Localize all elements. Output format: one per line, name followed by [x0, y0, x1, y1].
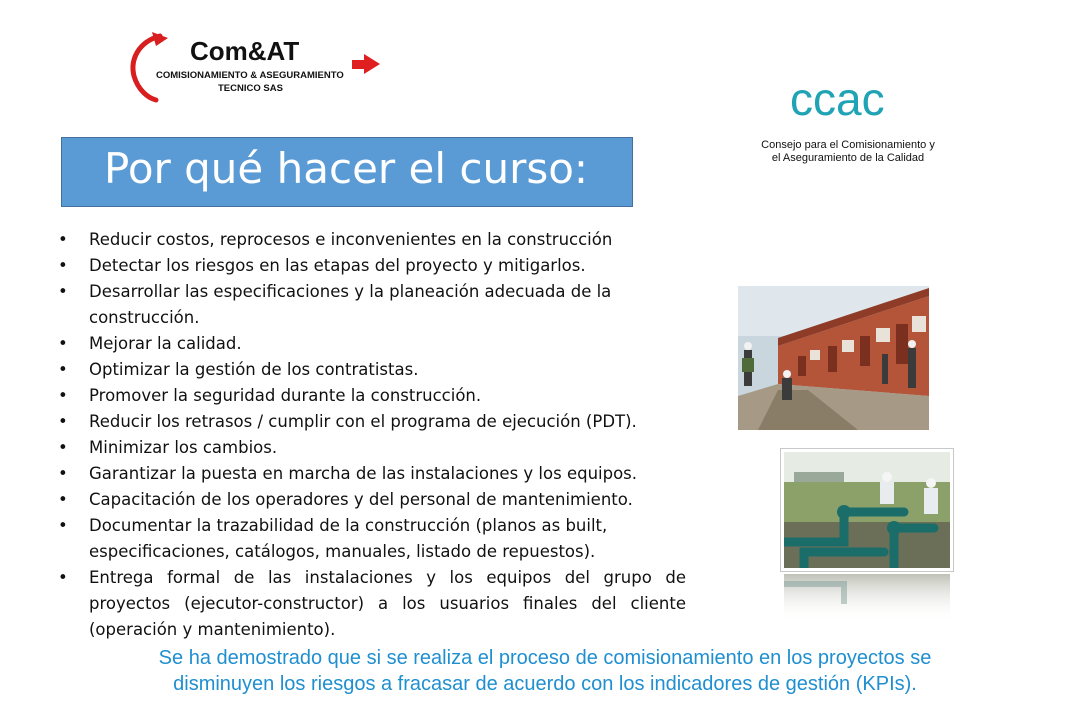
bullet-icon: • [58, 282, 68, 301]
footer-line-2: disminuyen los riesgos a fracasar de acuerdo con los indicadores de gestión (KPIs). [173, 673, 917, 695]
plant-photo [780, 448, 954, 572]
list-item: • Garantizar la puesta en marcha de las instalaciones y los equipos. [58, 461, 686, 487]
title-box [61, 137, 633, 207]
ccac-desc-line-1: Consejo para el Comisionamiento y [761, 139, 935, 151]
list-item: • Desarrollar las especificaciones y la planeación adecuada de la construcción. [58, 279, 686, 331]
list-item: • Entrega formal de las instalaciones y los equipos del grupo de proyectos (ejecutor-constructor) a los usuarios finales del cliente (operación y mantenimiento). [58, 565, 686, 643]
ccac-description [728, 139, 968, 165]
ccac-desc-line-2: el Aseguramiento de la Calidad [771, 152, 925, 164]
logo-subtitle-2: TECNICO SAS [218, 83, 283, 94]
list-item: • Minimizar los cambios. [58, 435, 686, 461]
list-item: • Mejorar la calidad. [58, 331, 686, 357]
list-item: • Reducir costos, reprocesos e inconvenientes en la construcción [58, 227, 686, 253]
logo-name: Com&AT [190, 36, 300, 66]
list-item: • Reducir los retrasos / cumplir con el programa de ejecución (PDT). [58, 409, 686, 435]
bullet-icon: • [58, 412, 68, 431]
footer-line-1: Se ha demostrado que si se realiza el proceso de comisionamiento en los proyectos se [158, 647, 932, 669]
logo-subtitle-1: COMISIONAMIENTO & ASEGURAMIENTO [156, 70, 344, 81]
footer-statement [40, 645, 1050, 697]
comat-logo [128, 30, 388, 104]
ccac-logo-word: ccac [790, 73, 885, 125]
bullet-icon: • [58, 438, 68, 457]
bullet-icon: • [58, 568, 68, 587]
bullet-icon: • [58, 464, 68, 483]
bullet-icon: • [58, 256, 68, 275]
reasons-list [58, 227, 686, 643]
list-item: • Documentar la trazabilidad de la construcción (planos as built, especificaciones, catálogos, manuales, listado de repuestos). [58, 513, 686, 565]
bullet-icon: • [58, 386, 68, 405]
page-title: Por qué hacer el curso: [104, 144, 589, 193]
list-item: • Capacitación de los operadores y del personal de mantenimiento. [58, 487, 686, 513]
bullet-icon: • [58, 230, 68, 249]
bullet-icon: • [58, 490, 68, 509]
bullet-icon: • [58, 360, 68, 379]
list-item: • Optimizar la gestión de los contratistas. [58, 357, 686, 383]
bullet-icon: • [58, 516, 68, 535]
bullet-icon: • [58, 334, 68, 353]
list-item: • Promover la seguridad durante la construcción. [58, 383, 686, 409]
plant-photo-reflection [784, 574, 950, 622]
list-item: • Detectar los riesgos en las etapas del proyecto y mitigarlos. [58, 253, 686, 279]
construction-photo [738, 286, 929, 430]
